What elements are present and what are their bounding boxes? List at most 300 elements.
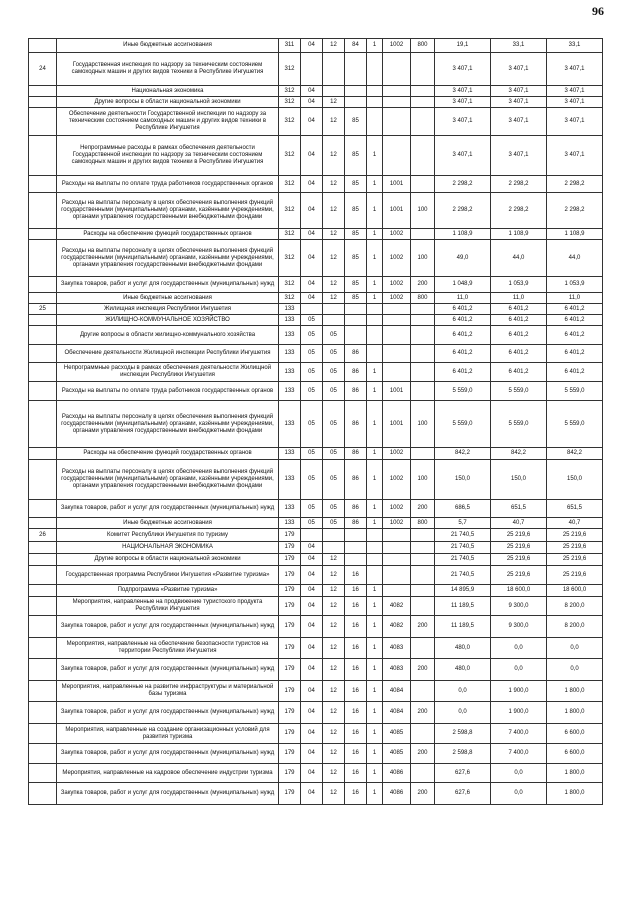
value-year-1: 6 401,2 [435, 345, 491, 363]
code-expense-type [411, 542, 435, 554]
value-year-1: 3 407,1 [435, 53, 491, 86]
table-row [29, 448, 603, 460]
value-year-1: 2 598,8 [435, 724, 491, 744]
table-row [29, 176, 603, 193]
row-number [29, 448, 57, 460]
code-subsection: 12 [323, 39, 345, 53]
row-name: НАЦИОНАЛЬНАЯ ЭКОНОМИКА [57, 542, 279, 554]
code-section: 05 [301, 500, 323, 518]
table-body [29, 39, 603, 805]
code-program [345, 97, 367, 108]
code-direction [383, 363, 411, 382]
code-subprogram: 1 [367, 382, 383, 401]
code-ministry: 133 [279, 326, 301, 345]
code-ministry: 179 [279, 744, 301, 764]
code-direction: 4084 [383, 702, 411, 724]
value-year-1: 2 298,2 [435, 176, 491, 193]
value-year-3: 3 407,1 [547, 53, 603, 86]
row-name: Расходы на выплаты по оплате труда работников государственных органов [57, 382, 279, 401]
value-year-2: 7 400,0 [491, 724, 547, 744]
code-ministry: 179 [279, 764, 301, 783]
code-expense-type [411, 176, 435, 193]
value-year-2: 3 407,1 [491, 86, 547, 97]
code-subprogram: 1 [367, 363, 383, 382]
code-program: 16 [345, 616, 367, 638]
value-year-1: 3 407,1 [435, 108, 491, 136]
value-year-2: 651,5 [491, 500, 547, 518]
value-year-3: 25 219,6 [547, 529, 603, 542]
table-row [29, 345, 603, 363]
code-subsection: 12 [323, 597, 345, 616]
row-number [29, 566, 57, 585]
table-row [29, 597, 603, 616]
code-program: 16 [345, 783, 367, 805]
code-section [301, 53, 323, 86]
code-program [345, 53, 367, 86]
table-row [29, 304, 603, 315]
table-row [29, 529, 603, 542]
code-section: 04 [301, 39, 323, 53]
code-expense-type: 200 [411, 744, 435, 764]
code-subprogram: 1 [367, 659, 383, 681]
code-subprogram: 1 [367, 744, 383, 764]
value-year-2: 40,7 [491, 518, 547, 529]
value-year-2: 5 559,0 [491, 382, 547, 401]
value-year-1: 21 740,5 [435, 554, 491, 566]
code-direction [383, 345, 411, 363]
code-subsection: 12 [323, 783, 345, 805]
row-number [29, 542, 57, 554]
code-direction: 4086 [383, 783, 411, 805]
row-number [29, 108, 57, 136]
value-year-3: 6 401,2 [547, 326, 603, 345]
code-subsection: 12 [323, 293, 345, 304]
code-ministry: 179 [279, 724, 301, 744]
row-name: Расходы на выплаты по оплате труда работников государственных органов [57, 176, 279, 193]
code-direction: 1002 [383, 39, 411, 53]
table-row [29, 277, 603, 293]
code-expense-type: 100 [411, 193, 435, 229]
code-expense-type [411, 229, 435, 240]
code-subprogram [367, 554, 383, 566]
value-year-1: 480,0 [435, 638, 491, 659]
code-ministry: 179 [279, 529, 301, 542]
code-expense-type: 200 [411, 277, 435, 293]
code-subprogram: 1 [367, 681, 383, 702]
code-subsection: 12 [323, 744, 345, 764]
code-expense-type: 200 [411, 500, 435, 518]
value-year-2: 5 559,0 [491, 401, 547, 448]
code-program: 86 [345, 382, 367, 401]
code-subsection: 05 [323, 448, 345, 460]
code-program: 86 [345, 363, 367, 382]
code-subprogram: 1 [367, 229, 383, 240]
code-section: 04 [301, 616, 323, 638]
value-year-2: 3 407,1 [491, 53, 547, 86]
value-year-2: 9 300,0 [491, 597, 547, 616]
value-year-3: 2 298,2 [547, 176, 603, 193]
value-year-2: 11,0 [491, 293, 547, 304]
value-year-2: 25 219,6 [491, 542, 547, 554]
value-year-1: 5,7 [435, 518, 491, 529]
code-expense-type: 800 [411, 518, 435, 529]
table-row [29, 293, 603, 304]
value-year-3: 5 559,0 [547, 401, 603, 448]
code-subprogram: 1 [367, 500, 383, 518]
value-year-2: 2 298,2 [491, 176, 547, 193]
code-direction: 1001 [383, 176, 411, 193]
value-year-1: 2 298,2 [435, 193, 491, 229]
code-ministry: 312 [279, 136, 301, 176]
row-name: Иные бюджетные ассигнования [57, 518, 279, 529]
value-year-3: 651,5 [547, 500, 603, 518]
code-ministry: 311 [279, 39, 301, 53]
code-expense-type: 100 [411, 460, 435, 500]
code-subprogram [367, 108, 383, 136]
value-year-3: 1 800,0 [547, 681, 603, 702]
value-year-1: 0,0 [435, 702, 491, 724]
code-subsection: 12 [323, 97, 345, 108]
row-number [29, 326, 57, 345]
row-number [29, 764, 57, 783]
row-number [29, 724, 57, 744]
value-year-3: 6 401,2 [547, 345, 603, 363]
code-program: 85 [345, 108, 367, 136]
code-expense-type [411, 53, 435, 86]
code-subprogram [367, 86, 383, 97]
code-section: 05 [301, 345, 323, 363]
code-ministry: 312 [279, 53, 301, 86]
code-ministry: 179 [279, 566, 301, 585]
row-name: Мероприятия, направленные на продвижение туристского продукта Республики Ингушетия [57, 597, 279, 616]
code-direction: 4082 [383, 597, 411, 616]
code-subprogram [367, 53, 383, 86]
code-section: 04 [301, 176, 323, 193]
code-subsection: 05 [323, 363, 345, 382]
code-expense-type [411, 681, 435, 702]
code-program: 16 [345, 764, 367, 783]
code-ministry: 312 [279, 97, 301, 108]
code-subsection: 12 [323, 702, 345, 724]
code-direction: 1002 [383, 293, 411, 304]
value-year-2: 1 900,0 [491, 702, 547, 724]
code-section: 04 [301, 638, 323, 659]
value-year-3: 25 219,6 [547, 566, 603, 585]
value-year-1: 6 401,2 [435, 326, 491, 345]
row-name: Закупка товаров, работ и услуг для государственных (муниципальных) нужд [57, 616, 279, 638]
code-ministry: 312 [279, 108, 301, 136]
code-ministry: 179 [279, 681, 301, 702]
code-section: 05 [301, 363, 323, 382]
code-subsection: 12 [323, 566, 345, 585]
code-expense-type: 800 [411, 39, 435, 53]
code-direction: 1001 [383, 382, 411, 401]
row-number [29, 315, 57, 326]
code-direction [383, 585, 411, 597]
code-expense-type [411, 97, 435, 108]
code-ministry: 312 [279, 277, 301, 293]
code-subsection: 12 [323, 176, 345, 193]
value-year-2: 25 219,6 [491, 529, 547, 542]
value-year-3: 6 401,2 [547, 363, 603, 382]
code-subsection: 05 [323, 345, 345, 363]
value-year-2: 6 401,2 [491, 363, 547, 382]
code-section: 04 [301, 724, 323, 744]
value-year-1: 3 407,1 [435, 86, 491, 97]
code-section: 04 [301, 229, 323, 240]
value-year-3: 1 053,9 [547, 277, 603, 293]
page-number: 96 [592, 4, 604, 18]
code-ministry: 179 [279, 638, 301, 659]
row-number [29, 176, 57, 193]
code-program [345, 86, 367, 97]
code-ministry: 133 [279, 401, 301, 448]
row-number [29, 460, 57, 500]
value-year-1: 5 559,0 [435, 401, 491, 448]
code-program [345, 529, 367, 542]
row-name: Непрограммные расходы в рамках обеспечения деятельности Жилищной инспекции Республики Ингушетия [57, 363, 279, 382]
table-row [29, 108, 603, 136]
code-section: 04 [301, 681, 323, 702]
value-year-1: 1 108,9 [435, 229, 491, 240]
code-subprogram: 1 [367, 277, 383, 293]
code-direction: 1002 [383, 229, 411, 240]
row-name: Мероприятия, направленные на создание организационных условий для развития туризма [57, 724, 279, 744]
value-year-1: 3 407,1 [435, 97, 491, 108]
row-name: Непрограммные расходы в рамках обеспечения деятельности Государственной инспекции по надзору за техническим состоянием самоходных машин и других видов техники в Республике Ингушетия [57, 136, 279, 176]
code-subprogram: 1 [367, 39, 383, 53]
code-program: 85 [345, 176, 367, 193]
code-subsection: 05 [323, 518, 345, 529]
row-number [29, 136, 57, 176]
code-expense-type [411, 86, 435, 97]
row-number [29, 382, 57, 401]
code-subsection: 05 [323, 382, 345, 401]
code-subprogram: 1 [367, 136, 383, 176]
code-subsection [323, 315, 345, 326]
code-program [345, 554, 367, 566]
code-ministry: 312 [279, 86, 301, 97]
code-ministry: 133 [279, 315, 301, 326]
value-year-3: 1 800,0 [547, 764, 603, 783]
value-year-2: 18 600,0 [491, 585, 547, 597]
value-year-1: 21 740,5 [435, 566, 491, 585]
code-direction: 1002 [383, 277, 411, 293]
code-direction: 1002 [383, 518, 411, 529]
code-ministry: 179 [279, 597, 301, 616]
code-subsection: 12 [323, 240, 345, 277]
code-subprogram: 1 [367, 518, 383, 529]
value-year-3: 0,0 [547, 659, 603, 681]
code-expense-type [411, 345, 435, 363]
code-subprogram: 1 [367, 616, 383, 638]
code-program: 85 [345, 193, 367, 229]
code-section: 04 [301, 108, 323, 136]
code-program: 16 [345, 702, 367, 724]
code-subsection: 12 [323, 659, 345, 681]
code-section: 05 [301, 315, 323, 326]
code-direction: 4085 [383, 724, 411, 744]
code-expense-type [411, 315, 435, 326]
code-subprogram: 1 [367, 401, 383, 448]
code-section: 04 [301, 136, 323, 176]
value-year-3: 33,1 [547, 39, 603, 53]
code-section: 05 [301, 326, 323, 345]
code-direction: 4085 [383, 744, 411, 764]
code-ministry: 312 [279, 293, 301, 304]
code-expense-type [411, 108, 435, 136]
code-expense-type [411, 554, 435, 566]
value-year-3: 1 800,0 [547, 702, 603, 724]
code-direction [383, 53, 411, 86]
code-subsection [323, 53, 345, 86]
code-subprogram: 1 [367, 724, 383, 744]
value-year-1: 6 401,2 [435, 315, 491, 326]
row-number [29, 277, 57, 293]
code-subsection: 05 [323, 401, 345, 448]
value-year-3: 6 401,2 [547, 315, 603, 326]
code-direction: 1002 [383, 500, 411, 518]
table-row [29, 193, 603, 229]
value-year-3: 3 407,1 [547, 136, 603, 176]
code-direction: 1001 [383, 193, 411, 229]
table-row [29, 659, 603, 681]
row-number [29, 401, 57, 448]
code-expense-type: 800 [411, 293, 435, 304]
code-program: 86 [345, 401, 367, 448]
table-row [29, 229, 603, 240]
code-ministry: 179 [279, 702, 301, 724]
table-row [29, 326, 603, 345]
value-year-2: 9 300,0 [491, 616, 547, 638]
row-number [29, 744, 57, 764]
value-year-3: 8 200,0 [547, 597, 603, 616]
row-name: Расходы на выплаты персоналу в целях обеспечения выполнения функций государственными (муниципальными) органами, казёнными учреждениями, органами управления государственными внебюджетными фондами [57, 193, 279, 229]
row-name: Расходы на выплаты персоналу в целях обеспечения выполнения функций государственными (муниципальными) органами, казёнными учреждениями, органами управления государственными внебюджетными фондами [57, 460, 279, 500]
code-subsection: 05 [323, 460, 345, 500]
table-row [29, 39, 603, 53]
value-year-3: 3 407,1 [547, 86, 603, 97]
code-ministry: 179 [279, 585, 301, 597]
row-name: Другие вопросы в области жилищно-коммунального хозяйства [57, 326, 279, 345]
code-subsection: 12 [323, 108, 345, 136]
code-subsection: 12 [323, 585, 345, 597]
row-number [29, 97, 57, 108]
value-year-2: 3 407,1 [491, 97, 547, 108]
table-row [29, 616, 603, 638]
row-name: Расходы на обеспечение функций государственных органов [57, 448, 279, 460]
code-direction: 4082 [383, 616, 411, 638]
row-number [29, 345, 57, 363]
code-subsection [323, 529, 345, 542]
row-name: Закупка товаров, работ и услуг для государственных (муниципальных) нужд [57, 500, 279, 518]
code-program: 85 [345, 240, 367, 277]
row-number [29, 293, 57, 304]
value-year-1: 5 559,0 [435, 382, 491, 401]
code-subprogram: 1 [367, 240, 383, 277]
row-name: Расходы на выплаты персоналу в целях обеспечения выполнения функций государственными (муниципальными) органами, казёнными учреждениями, органами управления государственными внебюджетными фондами [57, 240, 279, 277]
value-year-2: 2 298,2 [491, 193, 547, 229]
code-program: 16 [345, 659, 367, 681]
code-expense-type [411, 764, 435, 783]
row-number: 25 [29, 304, 57, 315]
code-program: 86 [345, 448, 367, 460]
row-name: Государственная инспекция по надзору за техническим состоянием самоходных машин и других видов техники в Республике Ингушетия [57, 53, 279, 86]
code-subsection: 12 [323, 724, 345, 744]
row-number [29, 554, 57, 566]
table-row [29, 783, 603, 805]
table-row [29, 702, 603, 724]
value-year-1: 627,6 [435, 783, 491, 805]
table-row [29, 86, 603, 97]
value-year-2: 842,2 [491, 448, 547, 460]
code-expense-type [411, 638, 435, 659]
value-year-2: 0,0 [491, 764, 547, 783]
value-year-1: 627,6 [435, 764, 491, 783]
row-name: Иные бюджетные ассигнования [57, 293, 279, 304]
value-year-1: 842,2 [435, 448, 491, 460]
table-row [29, 136, 603, 176]
code-expense-type [411, 724, 435, 744]
value-year-2: 7 400,0 [491, 744, 547, 764]
code-direction [383, 97, 411, 108]
value-year-3: 25 219,6 [547, 554, 603, 566]
value-year-2: 0,0 [491, 783, 547, 805]
code-ministry: 312 [279, 229, 301, 240]
row-name: Комитет Республики Ингушетия по туризму [57, 529, 279, 542]
table-row [29, 53, 603, 86]
value-year-3: 0,0 [547, 638, 603, 659]
row-name: Закупка товаров, работ и услуг для государственных (муниципальных) нужд [57, 783, 279, 805]
value-year-1: 19,1 [435, 39, 491, 53]
code-subsection: 12 [323, 616, 345, 638]
code-subsection: 12 [323, 136, 345, 176]
code-subprogram [367, 542, 383, 554]
table-row [29, 500, 603, 518]
row-number [29, 597, 57, 616]
table-row [29, 97, 603, 108]
row-name: Мероприятия, направленные на развитие инфраструктуры и материальной базы туризма [57, 681, 279, 702]
code-subsection: 05 [323, 326, 345, 345]
code-section: 04 [301, 597, 323, 616]
code-program: 86 [345, 460, 367, 500]
value-year-2: 3 407,1 [491, 108, 547, 136]
value-year-2: 1 108,9 [491, 229, 547, 240]
value-year-2: 6 401,2 [491, 326, 547, 345]
code-section: 05 [301, 518, 323, 529]
code-expense-type: 200 [411, 702, 435, 724]
code-subsection: 12 [323, 638, 345, 659]
code-ministry: 179 [279, 659, 301, 681]
code-ministry: 133 [279, 345, 301, 363]
code-section: 04 [301, 86, 323, 97]
value-year-1: 0,0 [435, 681, 491, 702]
table-row [29, 518, 603, 529]
row-number [29, 638, 57, 659]
code-subsection: 12 [323, 277, 345, 293]
code-direction [383, 529, 411, 542]
row-number [29, 39, 57, 53]
code-direction: 1002 [383, 448, 411, 460]
code-ministry: 179 [279, 783, 301, 805]
value-year-3: 6 600,0 [547, 724, 603, 744]
code-expense-type [411, 448, 435, 460]
code-ministry: 133 [279, 500, 301, 518]
row-name: Жилищная инспекция Республики Ингушетия [57, 304, 279, 315]
row-name: ЖИЛИЩНО-КОММУНАЛЬНОЕ ХОЗЯЙСТВО [57, 315, 279, 326]
value-year-2: 1 900,0 [491, 681, 547, 702]
value-year-3: 1 800,0 [547, 783, 603, 805]
